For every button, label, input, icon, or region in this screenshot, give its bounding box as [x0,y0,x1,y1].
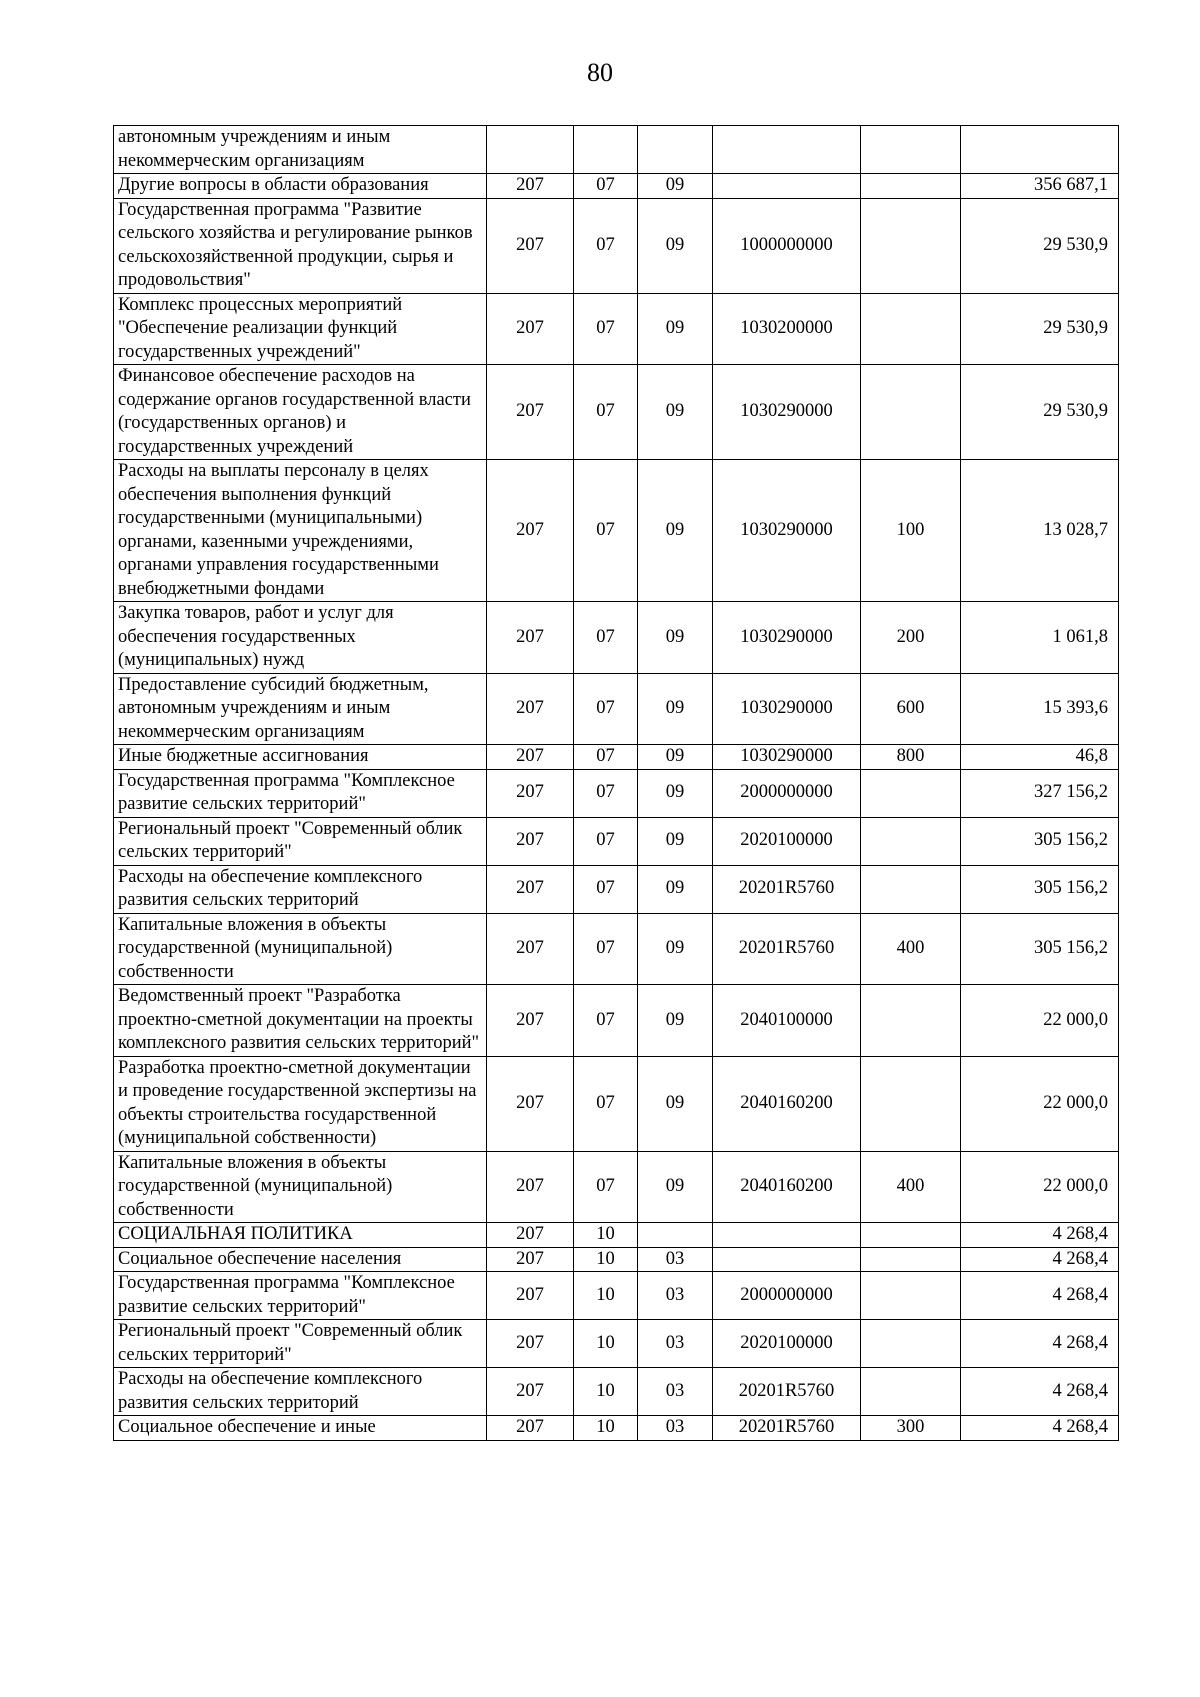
table-row [114,1223,1119,1248]
ved-code-cell: 207 [487,913,574,985]
expense-type-cell: 300 [861,1416,961,1441]
table-row [114,913,1119,985]
ved-code-cell: 207 [487,1272,574,1320]
table-row [114,293,1119,365]
section-code-cell: 07 [574,293,638,365]
target-article-cell: 1030290000 [713,745,861,770]
table-row [114,602,1119,674]
subsection-code-cell: 09 [638,174,713,199]
ved-code-cell [487,126,574,174]
target-article-cell: 1030290000 [713,673,861,745]
subsection-code-cell: 09 [638,1151,713,1223]
expense-type-cell [861,817,961,865]
ved-code-cell: 207 [487,198,574,293]
amount-cell: 4 268,4 [961,1247,1119,1272]
expense-type-cell [861,1368,961,1416]
amount-cell: 22 000,0 [961,1151,1119,1223]
row-name-cell: Государственная программа "Комплексное развитие сельских территорий" [114,1272,487,1320]
expense-type-cell [861,198,961,293]
section-code-cell: 07 [574,913,638,985]
amount-cell: 29 530,9 [961,365,1119,460]
row-name-cell: Финансовое обеспечение расходов на содержание органов государственной власти (государственных органов) и государственных учреждений [114,365,487,460]
table-row [114,1416,1119,1441]
subsection-code-cell: 09 [638,865,713,913]
target-article-cell: 2040100000 [713,985,861,1057]
subsection-code-cell: 03 [638,1247,713,1272]
target-article-cell [713,126,861,174]
section-code-cell: 07 [574,769,638,817]
amount-cell: 29 530,9 [961,293,1119,365]
target-article-cell: 2040160200 [713,1056,861,1151]
expense-type-cell [861,174,961,199]
table-row [114,865,1119,913]
row-name-cell: Расходы на обеспечение комплексного развития сельских территорий [114,1368,487,1416]
amount-cell: 305 156,2 [961,913,1119,985]
expense-type-cell: 400 [861,1151,961,1223]
ved-code-cell: 207 [487,769,574,817]
target-article-cell [713,1247,861,1272]
table-row [114,198,1119,293]
section-code-cell: 10 [574,1247,638,1272]
table-row [114,1151,1119,1223]
row-name-cell: Предоставление субсидий бюджетным, автономным учреждениям и иным некоммерческим организациям [114,673,487,745]
ved-code-cell: 207 [487,985,574,1057]
section-code-cell: 07 [574,1151,638,1223]
amount-cell: 22 000,0 [961,1056,1119,1151]
amount-cell: 1 061,8 [961,602,1119,674]
row-name-cell: Иные бюджетные ассигнования [114,745,487,770]
section-code-cell: 07 [574,745,638,770]
ved-code-cell: 207 [487,1368,574,1416]
ved-code-cell: 207 [487,1223,574,1248]
expense-type-cell: 100 [861,460,961,602]
row-name-cell: Закупка товаров, работ и услуг для обеспечения государственных (муниципальных) нужд [114,602,487,674]
subsection-code-cell [638,126,713,174]
expense-type-cell [861,865,961,913]
table-row [114,817,1119,865]
target-article-cell: 1030290000 [713,602,861,674]
section-code-cell: 07 [574,673,638,745]
target-article-cell: 1030200000 [713,293,861,365]
section-code-cell: 07 [574,985,638,1057]
section-code-cell: 10 [574,1223,638,1248]
subsection-code-cell: 09 [638,985,713,1057]
section-code-cell [574,126,638,174]
subsection-code-cell: 09 [638,769,713,817]
amount-cell: 327 156,2 [961,769,1119,817]
table-row [114,460,1119,602]
amount-cell: 4 268,4 [961,1368,1119,1416]
section-code-cell: 07 [574,1056,638,1151]
row-name-cell: Социальное обеспечение населения [114,1247,487,1272]
subsection-code-cell: 09 [638,365,713,460]
expense-type-cell: 400 [861,913,961,985]
amount-cell: 4 268,4 [961,1416,1119,1441]
ved-code-cell: 207 [487,1056,574,1151]
ved-code-cell: 207 [487,174,574,199]
amount-cell: 305 156,2 [961,817,1119,865]
subsection-code-cell [638,1223,713,1248]
target-article-cell: 20201R5760 [713,1368,861,1416]
amount-cell: 13 028,7 [961,460,1119,602]
page-number: 80 [587,58,613,87]
amount-cell: 4 268,4 [961,1320,1119,1368]
section-code-cell: 10 [574,1320,638,1368]
target-article-cell [713,174,861,199]
row-name-cell: Разработка проектно-сметной документации и проведение государственной экспертизы на объекты строительства государственной (муниципальной собственности) [114,1056,487,1151]
ved-code-cell: 207 [487,817,574,865]
ved-code-cell: 207 [487,602,574,674]
target-article-cell: 2000000000 [713,769,861,817]
target-article-cell: 20201R5760 [713,1416,861,1441]
expense-type-cell [861,293,961,365]
row-name-cell: Региональный проект "Современный облик сельских территорий" [114,1320,487,1368]
table-row [114,745,1119,770]
table-row [114,1056,1119,1151]
ved-code-cell: 207 [487,460,574,602]
ved-code-cell: 207 [487,673,574,745]
subsection-code-cell: 09 [638,817,713,865]
subsection-code-cell: 09 [638,913,713,985]
table-row [114,1272,1119,1320]
section-code-cell: 10 [574,1368,638,1416]
expense-type-cell [861,1247,961,1272]
budget-table-body [114,126,1119,1441]
table-row [114,174,1119,199]
target-article-cell: 20201R5760 [713,913,861,985]
subsection-code-cell: 09 [638,745,713,770]
ved-code-cell: 207 [487,365,574,460]
section-code-cell: 07 [574,817,638,865]
row-name-cell: Капитальные вложения в объекты государственной (муниципальной) собственности [114,913,487,985]
expense-type-cell [861,126,961,174]
expense-type-cell [861,1056,961,1151]
amount-cell: 4 268,4 [961,1223,1119,1248]
expense-type-cell [861,1272,961,1320]
expense-type-cell: 800 [861,745,961,770]
subsection-code-cell: 09 [638,673,713,745]
amount-cell: 15 393,6 [961,673,1119,745]
row-name-cell: Комплекс процессных мероприятий "Обеспечение реализации функций государственных учреждений" [114,293,487,365]
table-row [114,673,1119,745]
budget-table [113,125,1119,1441]
table-row [114,1247,1119,1272]
target-article-cell: 1000000000 [713,198,861,293]
row-name-cell: Государственная программа "Комплексное развитие сельских территорий" [114,769,487,817]
row-name-cell: Социальное обеспечение и иные [114,1416,487,1441]
section-code-cell: 07 [574,174,638,199]
row-name-cell: автономным учреждениям и иным некоммерческим организациям [114,126,487,174]
section-code-cell: 07 [574,865,638,913]
subsection-code-cell: 09 [638,1056,713,1151]
expense-type-cell: 200 [861,602,961,674]
expense-type-cell: 600 [861,673,961,745]
subsection-code-cell: 03 [638,1368,713,1416]
ved-code-cell: 207 [487,745,574,770]
target-article-cell: 20201R5760 [713,865,861,913]
row-name-cell: Расходы на выплаты персоналу в целях обеспечения выполнения функций государственными (муниципальными) органами, казенными учреждениями, органами управления государственными внебюджетными фондами [114,460,487,602]
ved-code-cell: 207 [487,293,574,365]
section-code-cell: 07 [574,460,638,602]
subsection-code-cell: 09 [638,460,713,602]
subsection-code-cell: 09 [638,602,713,674]
table-row [114,365,1119,460]
row-name-cell: Расходы на обеспечение комплексного развития сельских территорий [114,865,487,913]
target-article-cell: 2000000000 [713,1272,861,1320]
amount-cell: 356 687,1 [961,174,1119,199]
ved-code-cell: 207 [487,1416,574,1441]
target-article-cell [713,1223,861,1248]
target-article-cell: 1030290000 [713,365,861,460]
ved-code-cell: 207 [487,865,574,913]
target-article-cell: 1030290000 [713,460,861,602]
row-name-cell: Государственная программа "Развитие сельского хозяйства и регулирование рынков сельскохозяйственной продукции, сырья и продовольствия" [114,198,487,293]
amount-cell: 29 530,9 [961,198,1119,293]
section-code-cell: 07 [574,198,638,293]
target-article-cell: 2020100000 [713,817,861,865]
subsection-code-cell: 03 [638,1320,713,1368]
row-name-cell: СОЦИАЛЬНАЯ ПОЛИТИКА [114,1223,487,1248]
subsection-code-cell: 09 [638,293,713,365]
ved-code-cell: 207 [487,1247,574,1272]
subsection-code-cell: 03 [638,1416,713,1441]
amount-cell: 305 156,2 [961,865,1119,913]
section-code-cell: 10 [574,1416,638,1441]
row-name-cell: Другие вопросы в области образования [114,174,487,199]
amount-cell: 22 000,0 [961,985,1119,1057]
table-row [114,126,1119,174]
expense-type-cell [861,985,961,1057]
amount-cell: 4 268,4 [961,1272,1119,1320]
amount-cell [961,126,1119,174]
subsection-code-cell: 03 [638,1272,713,1320]
ved-code-cell: 207 [487,1151,574,1223]
table-row [114,1368,1119,1416]
target-article-cell: 2040160200 [713,1151,861,1223]
row-name-cell: Ведомственный проект "Разработка проектно-сметной документации на проекты комплексного развития сельских территорий" [114,985,487,1057]
section-code-cell: 10 [574,1272,638,1320]
row-name-cell: Региональный проект "Современный облик сельских территорий" [114,817,487,865]
target-article-cell: 2020100000 [713,1320,861,1368]
table-row [114,769,1119,817]
expense-type-cell [861,1320,961,1368]
section-code-cell: 07 [574,365,638,460]
subsection-code-cell: 09 [638,198,713,293]
table-row [114,1320,1119,1368]
expense-type-cell [861,769,961,817]
table-row [114,985,1119,1057]
expense-type-cell [861,1223,961,1248]
expense-type-cell [861,365,961,460]
ved-code-cell: 207 [487,1320,574,1368]
row-name-cell: Капитальные вложения в объекты государственной (муниципальной) собственности [114,1151,487,1223]
section-code-cell: 07 [574,602,638,674]
amount-cell: 46,8 [961,745,1119,770]
